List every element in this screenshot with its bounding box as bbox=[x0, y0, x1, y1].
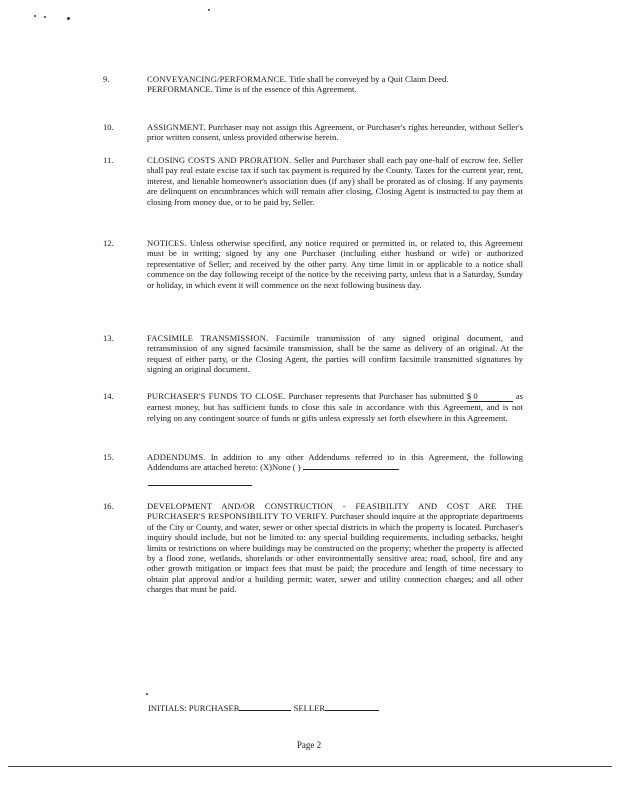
section-text: Purchaser should inquire at the appropriate departments of the City or County, and water, sewer or other special districts in which the property is located. Purchaser's inquiry should include, but not be limited to: any special building requirements, including setbacks, height limits or restrictions on where buildings may be constructed on the property; whether the property is affected by a flood zone, wetlands, shorelands or other environmentally sensitive area; road, school, fire and any other growth mitigation or impact fees that must be paid; the procedure and length of time necessary to obtain plat approval and/or a building permit; water, sewer and utility connection charges; and all other charges that must be paid. bbox=[147, 511, 523, 595]
page-bottom-rule bbox=[8, 766, 612, 767]
section-body bbox=[147, 391, 523, 423]
section-text: Seller and Purchaser shall each pay one-half of escrow fee. Seller shall pay real estate excise tax if such tax payment is required by the County. Taxes for the current year, rent, interest, and lienable homeowner's association dues (if any) shall be prorated as of closing. If any payments are delinquent on encumbrances which will remain after closing, Closing Agent is instructed to pay them at closing from money due, or to be paid by, Seller. bbox=[147, 155, 523, 207]
section-heading: NOTICES. bbox=[147, 238, 187, 248]
section-body bbox=[147, 333, 523, 375]
section-number: 9. bbox=[103, 74, 110, 84]
section-body bbox=[147, 155, 523, 207]
initials-seller-label: SELLER bbox=[293, 703, 326, 713]
purchaser-initials-blank bbox=[239, 710, 291, 711]
section-body bbox=[147, 122, 523, 143]
section-heading: FACSIMILE TRANSMISSION. bbox=[147, 333, 269, 343]
section-heading: ADDENDUMS. bbox=[147, 452, 206, 462]
section-number: 15. bbox=[103, 452, 114, 462]
section-text: Unless otherwise specified, any notice required or permitted in, or related to, this Agreement must be in writing; signed by any one Purchaser (including either husband or wife) or authorized representative of Seller; and received by the other party. Any time limit in or applicable to a notice shall commence on the day following receipt of the notice by the receiving party, unless that is a Saturday, Sunday or holiday, in which event it will commence on the next following business day. bbox=[147, 238, 523, 290]
section-extra: PERFORMANCE. Time is of the essence of this Agreement. bbox=[147, 84, 357, 95]
section-heading: DEVELOPMENT AND/OR CONSTRUCTION - FEASIBILITY AND COST ARE THE PURCHASER'S RESPONSIBILITY TO VERIFY. bbox=[147, 501, 523, 522]
addendum-blank-line bbox=[303, 469, 399, 470]
section-number: 11. bbox=[103, 155, 114, 165]
section-body bbox=[147, 452, 523, 473]
addendum-underline bbox=[148, 485, 252, 486]
section-text: Title shall be conveyed by a Quit Claim Deed. bbox=[289, 74, 449, 84]
section-text-after: as earnest money, but has sufficient funds to close this sale in accordance with this Agreement, and is not relying on any contingent source of funds or gifts unless expressly set forth elsewhere in this Agreement. bbox=[147, 391, 523, 423]
earnest-money-amount: $ 0 bbox=[467, 391, 513, 402]
section-body bbox=[147, 238, 523, 290]
initials-line bbox=[148, 703, 379, 713]
initials-purchaser-label: INITIALS: PURCHASER bbox=[148, 703, 240, 713]
section-text: Facsimile transmission of any signed original document, and retransmission of any signed facsimile transmission, shall be the same as delivery of an original. At the request of either party, or the Closing Agent, the parties will confirm facsimile transmitted signatures by signing an original document. bbox=[147, 333, 523, 375]
seller-initials-blank bbox=[325, 710, 379, 711]
scan-speck bbox=[67, 17, 70, 20]
scan-speck bbox=[146, 693, 148, 695]
section-text-before: Purchaser represents that Purchaser has submitted bbox=[288, 391, 464, 401]
section-body bbox=[147, 74, 523, 95]
scan-speck bbox=[34, 15, 36, 17]
section-heading: PURCHASER'S FUNDS TO CLOSE. bbox=[147, 391, 286, 401]
scan-speck bbox=[208, 9, 210, 11]
scan-speck bbox=[44, 16, 46, 18]
section-number: 10. bbox=[103, 122, 114, 132]
section-heading: CLOSING COSTS AND PRORATION. bbox=[147, 155, 292, 165]
section-text: Purchaser may not assign this Agreement, or Purchaser's rights hereunder, without Seller's prior written consent, unless provided otherwise herein. bbox=[147, 122, 523, 143]
section-heading: CONVEYANCING/PERFORMANCE. bbox=[147, 74, 288, 84]
section-body bbox=[147, 501, 523, 595]
section-number: 14. bbox=[103, 391, 114, 401]
page-number: Page 2 bbox=[296, 740, 322, 750]
section-number: 16. bbox=[103, 501, 114, 511]
section-heading: ASSIGNMENT. bbox=[147, 122, 206, 132]
section-number: 13. bbox=[103, 333, 114, 343]
section-text: In addition to any other Addendums referred to in this Agreement, the following Addendums are attached hereto: (X)None ( ) bbox=[147, 452, 523, 473]
section-number: 12. bbox=[103, 238, 114, 248]
